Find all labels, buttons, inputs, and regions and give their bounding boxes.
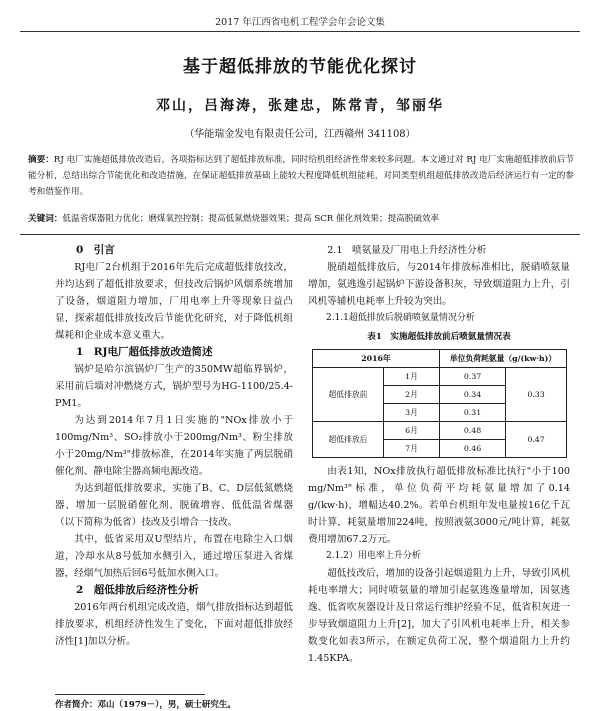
table-cell-month: 2月 (384, 386, 440, 404)
section-1-heading: 1 RJ电厂超低排放改造简述 (76, 346, 213, 358)
left-column (55, 242, 293, 650)
section-0-heading: 0 引言 (76, 244, 115, 256)
paper-title: 基于超低排放的节能优化探讨 (183, 57, 417, 77)
table-cell-value: 0.48 (440, 422, 506, 440)
table-header-value: 单位负荷耗氨量（g/(kw·h)） (440, 350, 567, 368)
table-header-year: 2016年 (313, 350, 440, 368)
after-average: 0.47 (506, 422, 567, 458)
keywords (28, 212, 574, 224)
table-caption: 表1 实施超低排放前后喷氨量情况表 (367, 332, 511, 342)
section-2-1-2-heading: 2.1.2）用电率上升分析 (326, 551, 421, 561)
footnote-rule (55, 694, 205, 695)
table-cell-month: 1月 (384, 368, 440, 386)
section-2-1-1-heading: 2.1.1超低排放后脱硝喷氨量情况分析 (326, 313, 475, 323)
paragraph: 由表1知，NOx排放执行超低排放标准比执行"小于100 mg/Nm³"标准，单位负荷平均耗氨量增加了0.14 g/(kw·h)，增幅达40.2%。若单台机组年发电量按16亿千瓦时计算，耗氨量增加224吨，按照液氨3000元/吨计算，耗氨费用增加67.2万元。 (308, 466, 570, 545)
paragraph: RJ电厂2台机组于2016年先后完成超低排放技改，并均达到了超低排放要求，但技改后锅炉风烟系统增加了设备，烟道阻力增加，厂用电率上升等现象日益凸显，探索超低排放技改后节能优化研究，对于降低机组煤耗和企业成本意义重大。 (55, 262, 293, 341)
after-label: 超低排放后 (313, 422, 384, 458)
affiliation: （华能瑞金发电有限责任公司，江西赣州 341108） (184, 129, 416, 140)
footnote: 作者简介：邓山（1979－），男，硕士研究生。 (55, 700, 236, 710)
authors: 邓山，吕海涛，张建忠，陈常青，邹丽华 (156, 98, 444, 114)
right-column (308, 242, 570, 667)
table-cell-value: 0.31 (440, 404, 506, 422)
paragraph: 为达到超低排放要求，实施了B、C、D层低氮燃烧器、增加一层脱硝催化剂、脱硫增容、低低温省煤器（以下简称为低省）技改及引增合一技改。 (55, 483, 293, 528)
table-cell-month: 7月 (384, 440, 440, 458)
paragraph: 超低技改后，增加的设备引起烟道阻力上升，导致引风机耗电率增大；同时喷氨量的增加引起氨逃逸量增加，因氨逃逸、低省吹灰器设计及日常运行维护经验不足，低省积灰进一步导致烟道阻力上升[2]，加大了引风机电耗率上升，相关参数变化如表3所示，在额定负荷工况，整个烟道阻力上升约1.45KPA。 (308, 568, 570, 664)
paragraph: 2016年两台机组完成改造，烟气排放指标达到超低排放要求，机组经济性发生了变化，下面对超低排放经济性[1]加以分析。 (55, 602, 293, 647)
paragraph: 其中，低省采用双U型结片，布置在电除尘入口烟道，冷却水从8号低加水侧引入，通过增压泵进入省煤器，经烟气加热后回6号低加水侧入口。 (55, 534, 293, 579)
table-cell-month: 3月 (384, 404, 440, 422)
section-2-1-heading: 2.1 喷氨量及厂用电上升经济性分析 (327, 245, 487, 256)
running-header: 2017 年江西省电机工程学会年会论文集 (215, 17, 385, 28)
abstract (28, 152, 574, 200)
table-cell-month: 6月 (384, 422, 440, 440)
section-rule (20, 234, 580, 235)
table-cell-value: 0.34 (440, 386, 506, 404)
header-rule (20, 31, 580, 32)
before-label: 超低排放前 (313, 368, 384, 422)
ammonia-table (312, 349, 567, 458)
before-average: 0.33 (506, 368, 567, 422)
table-cell-value: 0.37 (440, 368, 506, 386)
abstract-text: RJ 电厂实施超低排放改造后，各项指标达到了超低排放标准，同时给机组经济性带来较多问题。本文通过对 RJ 电厂实施超低排放前后节能分析，总结出综合节能优化和改造措施，在保证超低排放基础上能较大程度降低机组能耗，对同类型机组超低排放改造后经济运行有一定的参考和借鉴作用。 (28, 155, 574, 197)
keywords-text: 低温省煤器阻力优化；磨煤氧控控制；提高低氮燃烧器效果；提高 SCR 催化剂效果；提高脱硫效率 (62, 214, 440, 224)
paragraph: 锅炉是哈尔滨锅炉厂生产的350MW超临界锅炉，采用前后墙对冲燃烧方式，锅炉型号为HG-1100/25.4-PM1。 (55, 364, 293, 409)
section-2-heading: 2 超低排放后经济性分析 (76, 584, 199, 596)
paragraph: 为达到2014年7月1日实施的"NOx排放小于100mg/Nm³、SO₂排放小于200mg/Nm³、粉尘排放小于20mg/Nm³"排放标准，在2014年实施了两层脱硝催化剂、静电除尘器高频电源改造。 (55, 415, 293, 477)
paragraph: 脱硝超低排放后，与2014年排放标准相比，脱硝喷氨量增加，氨逃逸引起锅炉下游设备积灰，导致烟道阻力上升，引风机等辅机电耗率上升较为突出。 (308, 262, 570, 307)
keywords-label: 关键词： (28, 214, 63, 224)
table-cell-value: 0.46 (440, 440, 506, 458)
abstract-label: 摘要： (28, 155, 54, 165)
